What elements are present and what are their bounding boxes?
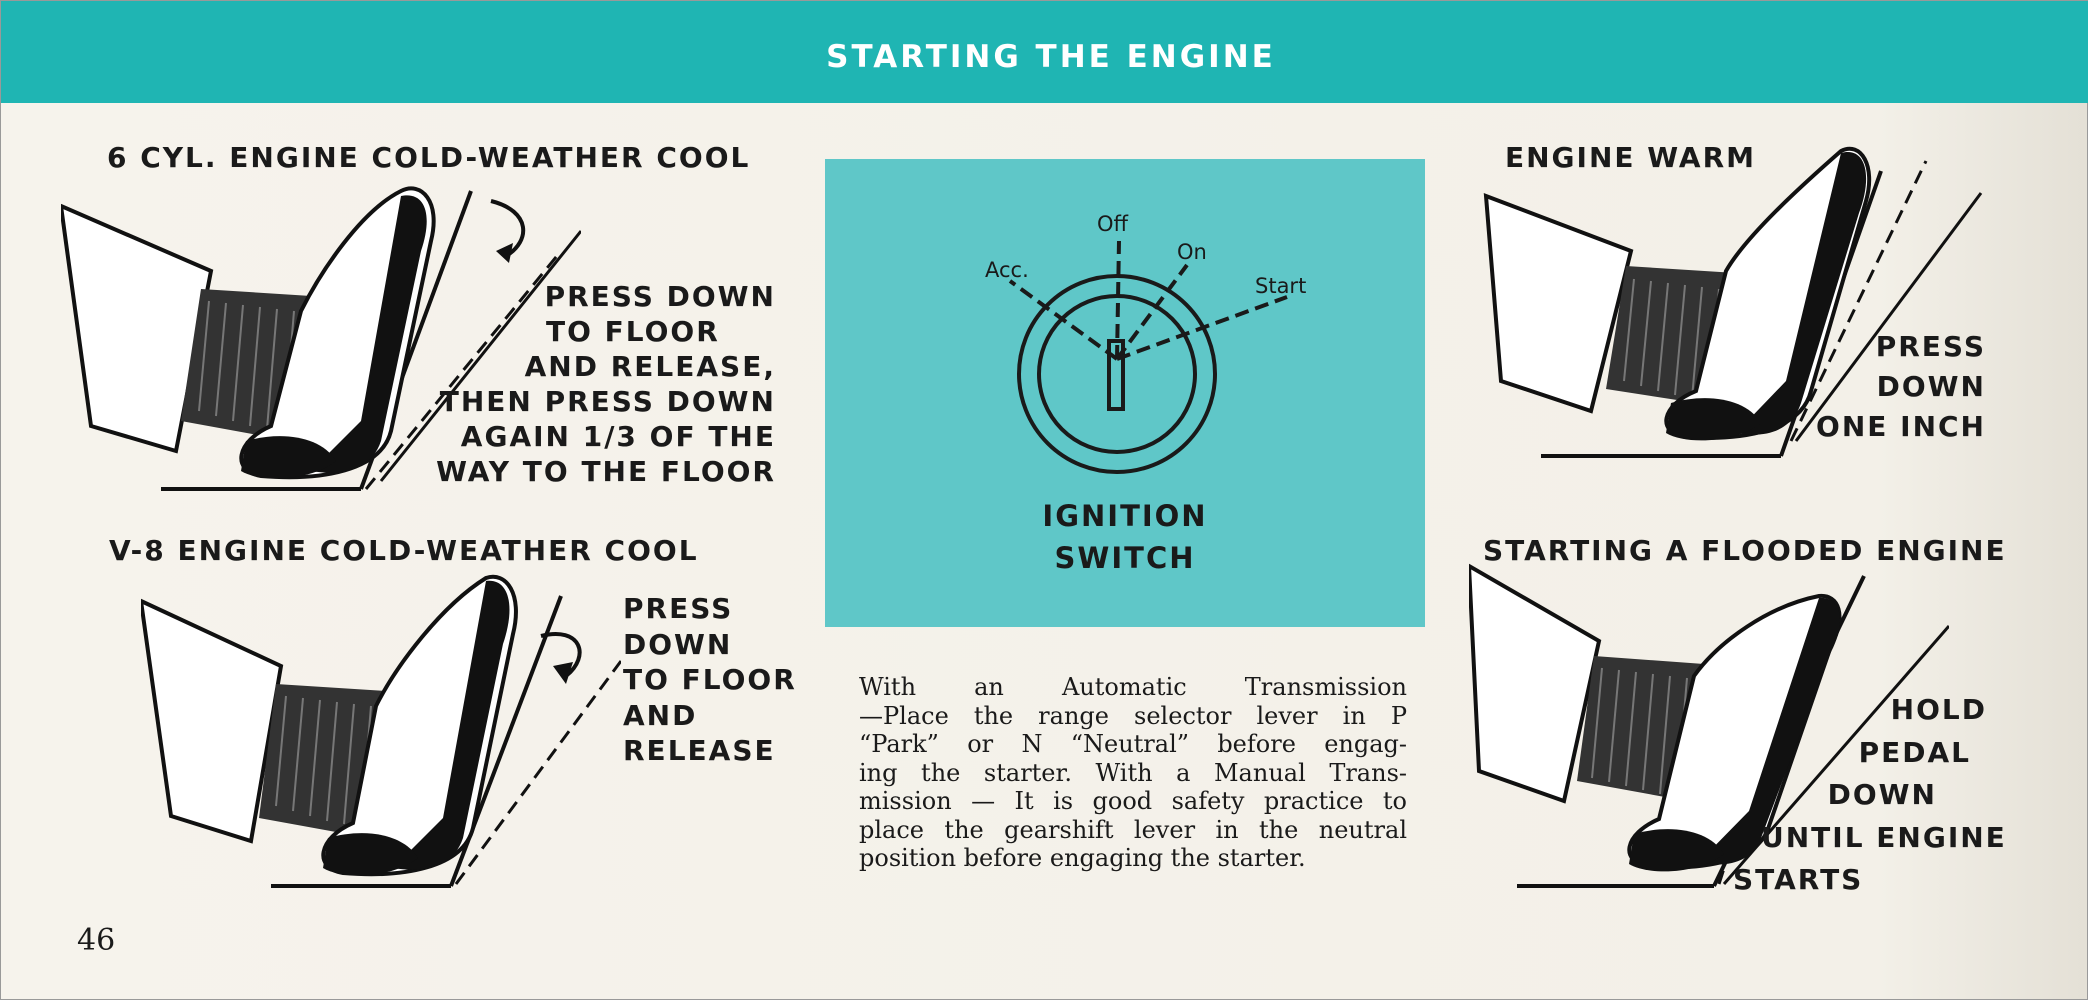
paragraph-line: mission — It is good safety practice to [859, 787, 1407, 815]
heading-flooded: STARTING A FLOODED ENGINE [1483, 534, 2007, 567]
instruction-line: TO FLOOR [623, 663, 797, 696]
instructions-v8 [623, 591, 823, 769]
transmission-paragraph [859, 673, 1407, 873]
paragraph-line: position before engaging the starter. [859, 844, 1306, 872]
switch-label-line: IGNITION [1042, 499, 1208, 533]
instruction-line: AGAIN 1/3 OF THE [460, 420, 776, 453]
page-number: 46 [77, 923, 116, 958]
instruction-line: AND RELEASE, [524, 350, 776, 383]
header-bar [1, 1, 2088, 103]
instruction-line: UNTIL ENGINE [1761, 820, 2007, 854]
instruction-line: DOWN [1827, 778, 1937, 811]
ignition-switch-label [825, 495, 1425, 579]
paragraph-line: With an Automatic Transmission [859, 673, 1407, 701]
instruction-line: THEN PRESS DOWN [439, 385, 776, 418]
switch-position-start: Start [1255, 274, 1307, 298]
instruction-line: ONE INCH [1816, 410, 1986, 443]
paragraph-line: —Place the range selector lever in P [859, 701, 1407, 730]
switch-label-line: SWITCH [1054, 541, 1196, 575]
switch-position-acc: Acc. [985, 258, 1029, 282]
instruction-line: PRESS [623, 592, 734, 625]
instruction-line: HOLD [1890, 693, 1987, 726]
instruction-line: PRESS [1875, 330, 1986, 363]
paragraph-line: place the gearshift lever in the neutral [859, 815, 1407, 844]
instructions-six-cyl [361, 279, 776, 489]
heading-six-cyl: 6 CYL. ENGINE COLD-WEATHER COOL [107, 141, 751, 174]
instruction-line: AND [623, 698, 698, 732]
instructions-flooded [1733, 689, 2007, 902]
instruction-line: PEDAL [1858, 735, 1971, 769]
switch-position-off: Off [1097, 212, 1128, 236]
switch-position-on: On [1177, 240, 1207, 264]
page-title: STARTING THE ENGINE [826, 39, 1276, 75]
paragraph-line: ing the starter. With a Manual Trans- [859, 758, 1407, 787]
paragraph-line: “Park” or N “Neutral” before engag- [859, 730, 1407, 758]
heading-engine-warm: ENGINE WARM [1505, 141, 1756, 174]
instruction-line: STARTS [1733, 863, 1864, 896]
instruction-line: WAY TO THE FLOOR [436, 455, 776, 488]
ignition-switch-panel [825, 159, 1425, 627]
foot-pedal-illustration-v8 [141, 566, 621, 896]
instructions-warm [1781, 327, 1986, 447]
instruction-line: RELEASE [623, 734, 776, 767]
instruction-line: DOWN [1876, 370, 1986, 403]
ignition-switch-diagram [825, 159, 1425, 489]
instruction-line: TO FLOOR [546, 315, 720, 348]
heading-v8: V-8 ENGINE COLD-WEATHER COOL [109, 534, 699, 567]
instruction-line: DOWN [623, 627, 733, 661]
instruction-line: PRESS DOWN [544, 280, 776, 313]
